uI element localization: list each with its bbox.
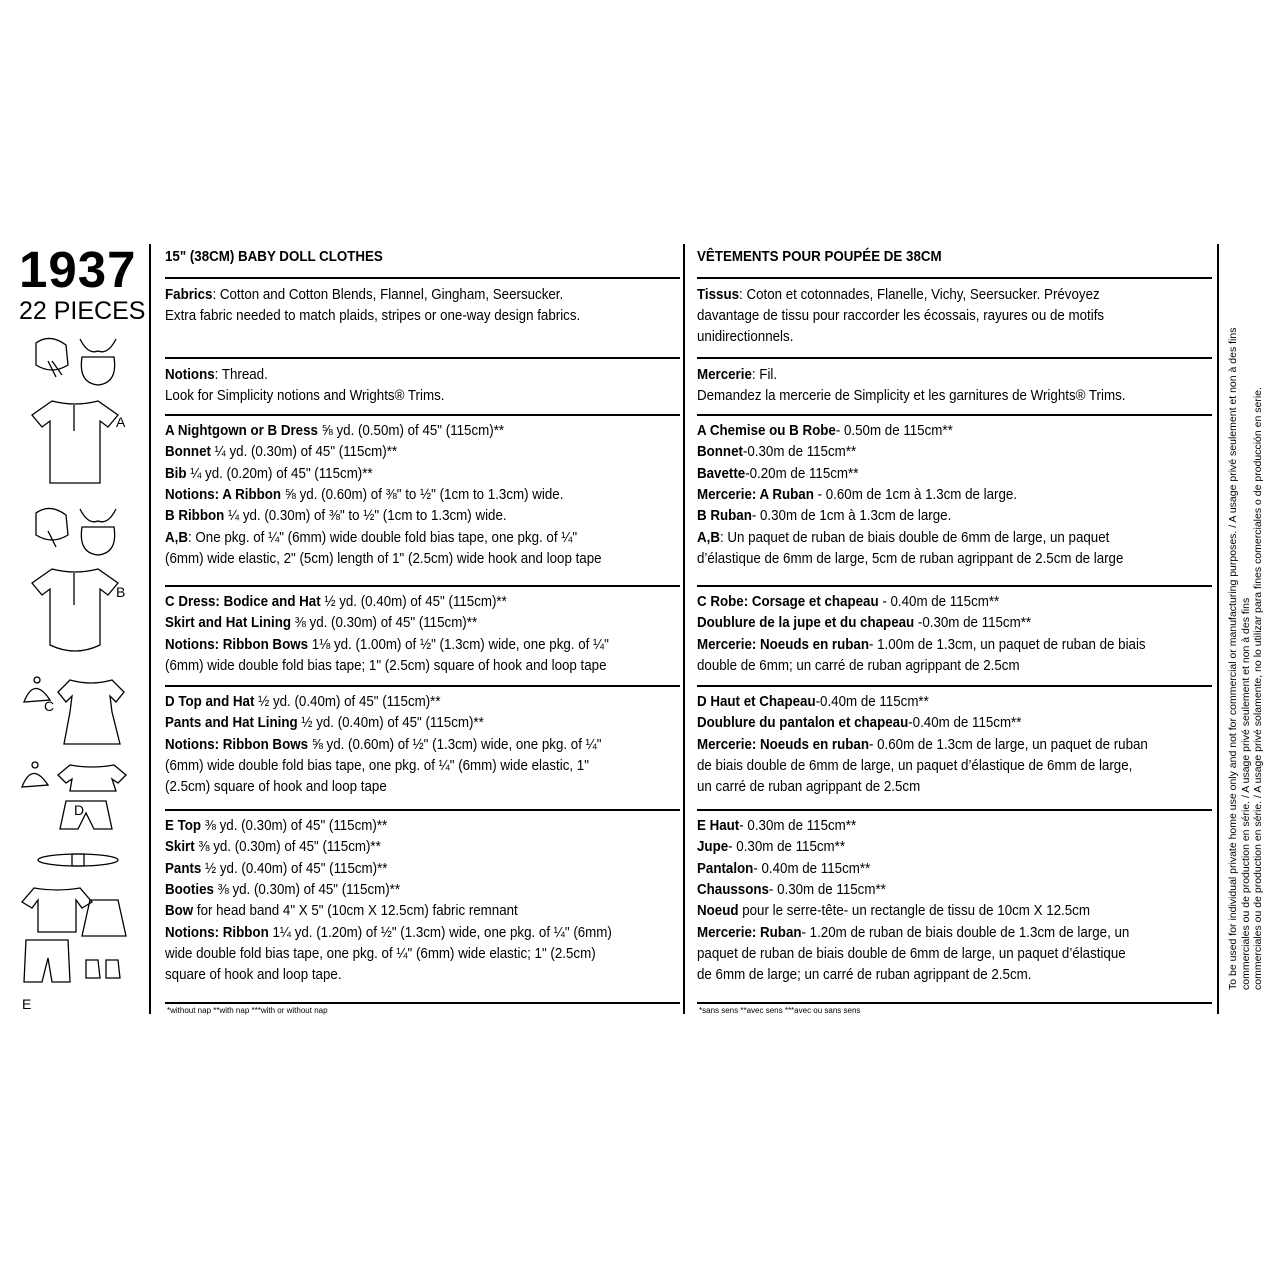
french-mercerie-section [697,357,1212,411]
french-e-line [697,903,1090,919]
english-view-c-section [165,585,680,681]
requirement-text: -0.20m de 115cm** [745,465,859,482]
french-e-line [697,925,1129,941]
english-e-line [165,925,612,941]
illustration-e [18,848,128,993]
requirement-text: - 1.20m de ruban de biais double de 1.3cm de large, un [801,924,1130,941]
illustration-label-d: D [74,802,85,818]
requirement-text: ½ yd. (0.40m) of 45" (115cm)** [297,715,484,732]
requirement-text: (6mm) wide elastic, 2" (5cm) length of 1" (2.5cm) wide hook and loop tape [165,550,602,567]
notions-text: : Thread. [214,367,268,383]
english-a_b-line [165,466,373,482]
english-fabrics-section [165,277,680,335]
requirement-text: - 1.00m de 1.3cm, un paquet de ruban de biais [868,636,1146,653]
french-d-line [697,737,1148,753]
french-a_b-line [697,444,856,460]
english-a_b-line [165,551,602,567]
usage-notice-line-3: commerciales ou de production en série. / A usage privé solamente, no lo utilizar para fines comerciales o de producción en serie. [1252,387,1264,990]
french-view-d-section [697,685,1212,805]
requirement-text: ½ yd. (0.40m) of 45" (115cm)** [254,694,441,710]
requirement-label: Notions: Ribbon Bows [165,636,309,653]
english-e-line [165,967,342,983]
requirement-text: ¼ yd. (0.30m) of 45" (115cm)** [210,444,398,461]
tissus-text-3: unidirectionnels. [697,329,794,345]
english-view-d-section [165,685,680,805]
english-d-line [165,694,441,710]
french-e-line [697,839,845,855]
french-d-line [697,758,1132,774]
fabrics-text-2: Extra fabric needed to match plaids, stripes or one-way design fabrics. [165,308,581,324]
mercerie-text: : Fil. [751,367,778,383]
requirement-text: ⅜ yd. (0.30m) of 45" (115cm)** [290,615,478,632]
requirement-text: (6mm) wide double fold bias tape; 1" (2.5cm) square of hook and loop tape [165,657,607,674]
divider-middle [683,244,685,1014]
requirement-text: -0.40m de 115cm** [815,694,929,710]
english-c-line [165,637,609,653]
french-title: VÊTEMENTS POUR POUPÉE DE 38CM [697,249,942,265]
requirement-label: Mercerie: Noeuds en ruban [697,636,869,653]
requirement-label: C Robe: Corsage et chapeau [697,594,879,610]
mercerie-label: Mercerie [697,367,752,383]
french-a_b-line [697,466,858,482]
requirement-label: Bonnet [697,444,743,461]
english-d-line [165,715,484,731]
english-d-line [165,779,387,795]
requirement-label: D Top and Hat [165,694,255,710]
tissus-label: Tissus [697,287,740,303]
requirement-label: A,B [697,529,720,546]
requirement-label: Booties [165,881,214,898]
requirement-label: E Top [165,818,202,834]
english-a_b-line [165,444,397,460]
french-view-c-section [697,585,1212,681]
illustration-label-b: B [116,584,126,600]
english-a_b-line [165,530,577,546]
requirement-text: - 0.30m de 115cm** [768,881,886,898]
french-a_b-line [697,551,1123,567]
requirement-text: 1¼ yd. (1.20m) of ½" (1.3cm) wide, one pkg. of ¼" (6mm) [268,924,612,941]
requirement-text: double de 6mm; un carré de ruban agrippant de 2.5cm [697,657,1020,674]
english-c-line [165,594,507,610]
requirement-label: A Nightgown or B Dress [165,423,318,439]
requirement-text: ⅝ yd. (0.60m) of ⅜" to ½" (1cm to 1.3cm) wide. [281,486,564,503]
english-d-line [165,758,589,774]
requirement-label: Notions: A Ribbon [165,486,282,503]
illustration-label-c: C [44,698,55,714]
illustration-d [20,757,130,842]
requirement-text: de biais double de 6mm de large, un paquet d’élastique de 6mm de large, [697,757,1133,774]
requirement-label: Notions: Ribbon Bows [165,736,309,753]
english-c-line [165,615,477,631]
french-e-line [697,967,1031,983]
requirement-text: d’élastique de 6mm de large, 5cm de ruban agrippant de 2.5cm de large [697,550,1124,567]
requirement-label: Mercerie: Ruban [697,924,802,941]
requirement-text: -0.40m de 115cm** [908,715,1022,732]
english-view-ab-section [165,414,680,580]
requirement-label: Noeud [697,903,739,920]
requirement-text: (2.5cm) square of hook and loop tape [165,779,387,796]
requirement-label: Doublure de la jupe et du chapeau [697,615,915,632]
requirement-label: Mercerie: A Ruban [697,486,814,503]
illustration-b [18,505,128,670]
requirement-label: Notions: Ribbon [165,924,269,941]
requirement-label: Mercerie: Noeuds en ruban [697,736,869,753]
requirement-text: - 0.30m de 1cm à 1.3cm de large. [751,508,952,525]
english-title: 15" (38CM) BABY DOLL CLOTHES [165,249,383,265]
requirement-text: - 0.60m de 1cm à 1.3cm de large. [813,486,1018,503]
english-e-line [165,946,596,962]
requirement-label: Pants and Hat Lining [165,715,298,732]
requirement-label: Bavette [697,465,746,482]
requirement-text: ¼ yd. (0.30m) of ⅜" to ½" (1cm to 1.3cm) wide. [224,508,507,525]
divider-left [149,244,151,1014]
requirement-label: A,B [165,529,188,546]
english-a_b-line [165,423,504,439]
requirement-text: ⅜ yd. (0.30m) of 45" (115cm)** [213,881,401,898]
pattern-number: 1937 [19,241,137,298]
requirement-text: - 0.40m de 115cm** [878,594,1000,610]
tissus-text: : Coton et cotonnades, Flanelle, Vichy, Seersucker. Prévoyez [739,287,1100,303]
requirement-label: Chaussons [697,881,769,898]
illustration-a [18,335,128,495]
requirement-label: E Haut [697,818,740,834]
english-e-line [165,839,381,855]
french-view-e-section [697,809,1212,1004]
french-e-line [697,861,870,877]
english-notions-section [165,357,680,411]
requirement-text: paquet de ruban de biais double de 6mm de large, un paquet d’élastique [697,945,1126,962]
requirement-text: ¼ yd. (0.20m) of 45" (115cm)** [186,465,373,482]
requirement-text: ⅜ yd. (0.30m) of 45" (115cm)** [201,818,388,834]
requirement-label: Pants [165,860,202,877]
requirement-label: A Chemise ou B Robe [697,423,836,439]
requirement-text: wide double fold bias tape, one pkg. of ¼" (6mm) wide elastic; 1" (2.5cm) [165,945,596,962]
requirement-label: Skirt and Hat Lining [165,615,291,632]
divider-right [1217,244,1219,1014]
notions-text-2: Look for Simplicity notions and Wrights® Trims. [165,388,445,404]
requirement-text: - 0.40m de 115cm** [753,860,871,877]
pieces-count: 22 PIECES [19,297,146,325]
english-a_b-line [165,508,507,524]
requirement-label: Pantalon [697,860,754,877]
fabrics-text: : Cotton and Cotton Blends, Flannel, Gingham, Seersucker. [212,287,564,303]
requirement-text: - 0.30m de 115cm** [728,839,846,856]
requirement-text: for head band 4" X 5" (10cm X 12.5cm) fabric remnant [193,903,518,920]
requirement-label: Bow [165,903,194,920]
french-d-line [697,779,920,795]
french-e-line [697,882,886,898]
requirement-label: C Dress: Bodice and Hat [165,594,321,610]
french-footnote: *sans sens **avec sens ***avec ou sans sens [699,1006,861,1015]
requirement-text: - 0.60m de 1.3cm de large, un paquet de ruban [868,736,1148,753]
requirement-text: ⅜ yd. (0.30m) of 45" (115cm)** [194,839,381,856]
french-tissus-section [697,277,1212,355]
english-e-line [165,861,387,877]
usage-notice-line-1: To be used for individual private home use only and not for commercial or manufacturing purposes. / A usage privé seulement et non à des fins [1227,327,1239,990]
french-a_b-line [697,423,953,439]
french-e-line [697,818,856,834]
french-a_b-line [697,508,951,524]
requirement-text: de 6mm de large; un carré de ruban agrippant de 2.5cm. [697,967,1032,984]
requirement-text: ⅝ yd. (0.60m) of ½" (1.3cm) wide, one pkg. of ¼" [308,736,602,753]
french-c-line [697,658,1020,674]
french-c-line [697,594,999,610]
english-e-line [165,882,400,898]
french-d-line [697,694,929,710]
requirement-text: -0.30m de 115cm** [742,444,857,461]
requirement-text: - 0.30m de 115cm** [739,818,857,834]
french-c-line [697,615,1031,631]
requirement-text: pour le serre-tête- un rectangle de tissu de 10cm X 12.5cm [738,903,1090,920]
notions-label: Notions [165,367,215,383]
illustration-label-e: E [22,996,32,1012]
requirement-text: : One pkg. of ¼" (6mm) wide double fold bias tape, one pkg. of ¼" [187,529,578,546]
requirement-label: B Ruban [697,508,752,525]
requirement-label: Bonnet [165,444,211,461]
french-c-line [697,637,1146,653]
french-a_b-line [697,487,1017,503]
requirement-label: D Haut et Chapeau [697,694,816,710]
english-c-line [165,658,607,674]
english-e-line [165,903,518,919]
french-e-line [697,946,1126,962]
french-d-line [697,715,1021,731]
fabrics-label: Fabrics [165,287,213,303]
english-d-line [165,737,601,753]
mercerie-text-2: Demandez la mercerie de Simplicity et les garnitures de Wrights® Trims. [697,388,1126,404]
requirement-text: ½ yd. (0.40m) of 45" (115cm)** [320,594,507,610]
english-e-line [165,818,387,834]
requirement-text: square of hook and loop tape. [165,967,342,984]
tissus-text-2: davantage de tissu pour raccorder les écossais, rayures ou de motifs [697,308,1105,324]
french-a_b-line [697,530,1109,546]
english-footnote: *without nap **with nap ***with or without nap [167,1006,328,1015]
requirement-text: -0.30m de 115cm** [914,615,1032,632]
english-a_b-line [165,487,563,503]
requirement-text: (6mm) wide double fold bias tape, one pkg. of ¼" (6mm) wide elastic, 1" [165,757,589,774]
requirement-text: : Un paquet de ruban de biais double de 6mm de large, un paquet [719,529,1110,546]
illustration-c [20,672,130,757]
requirement-text: ⅝ yd. (0.50m) of 45" (115cm)** [317,423,505,439]
requirement-label: Doublure du pantalon et chapeau [697,715,909,732]
requirement-label: Skirt [165,839,195,856]
requirement-label: Bib [165,465,187,482]
requirement-text: ½ yd. (0.40m) of 45" (115cm)** [201,860,388,877]
illustration-label-a: A [116,414,126,430]
requirement-label: Jupe [697,839,729,856]
requirement-text: 1⅛ yd. (1.00m) of ½" (1.3cm) wide, one pkg. of ¼" [308,636,609,653]
requirement-text: un carré de ruban agrippant de 2.5cm [697,779,921,796]
french-view-ab-section [697,414,1212,580]
requirement-label: B Ribbon [165,508,225,525]
usage-notice-line-2: commerciales ou de production en série. / A usage privé seulement et non à des fins [1239,597,1252,990]
usage-notice [1227,260,1265,990]
requirement-text: - 0.50m de 115cm** [835,423,953,439]
english-view-e-section [165,809,680,1004]
